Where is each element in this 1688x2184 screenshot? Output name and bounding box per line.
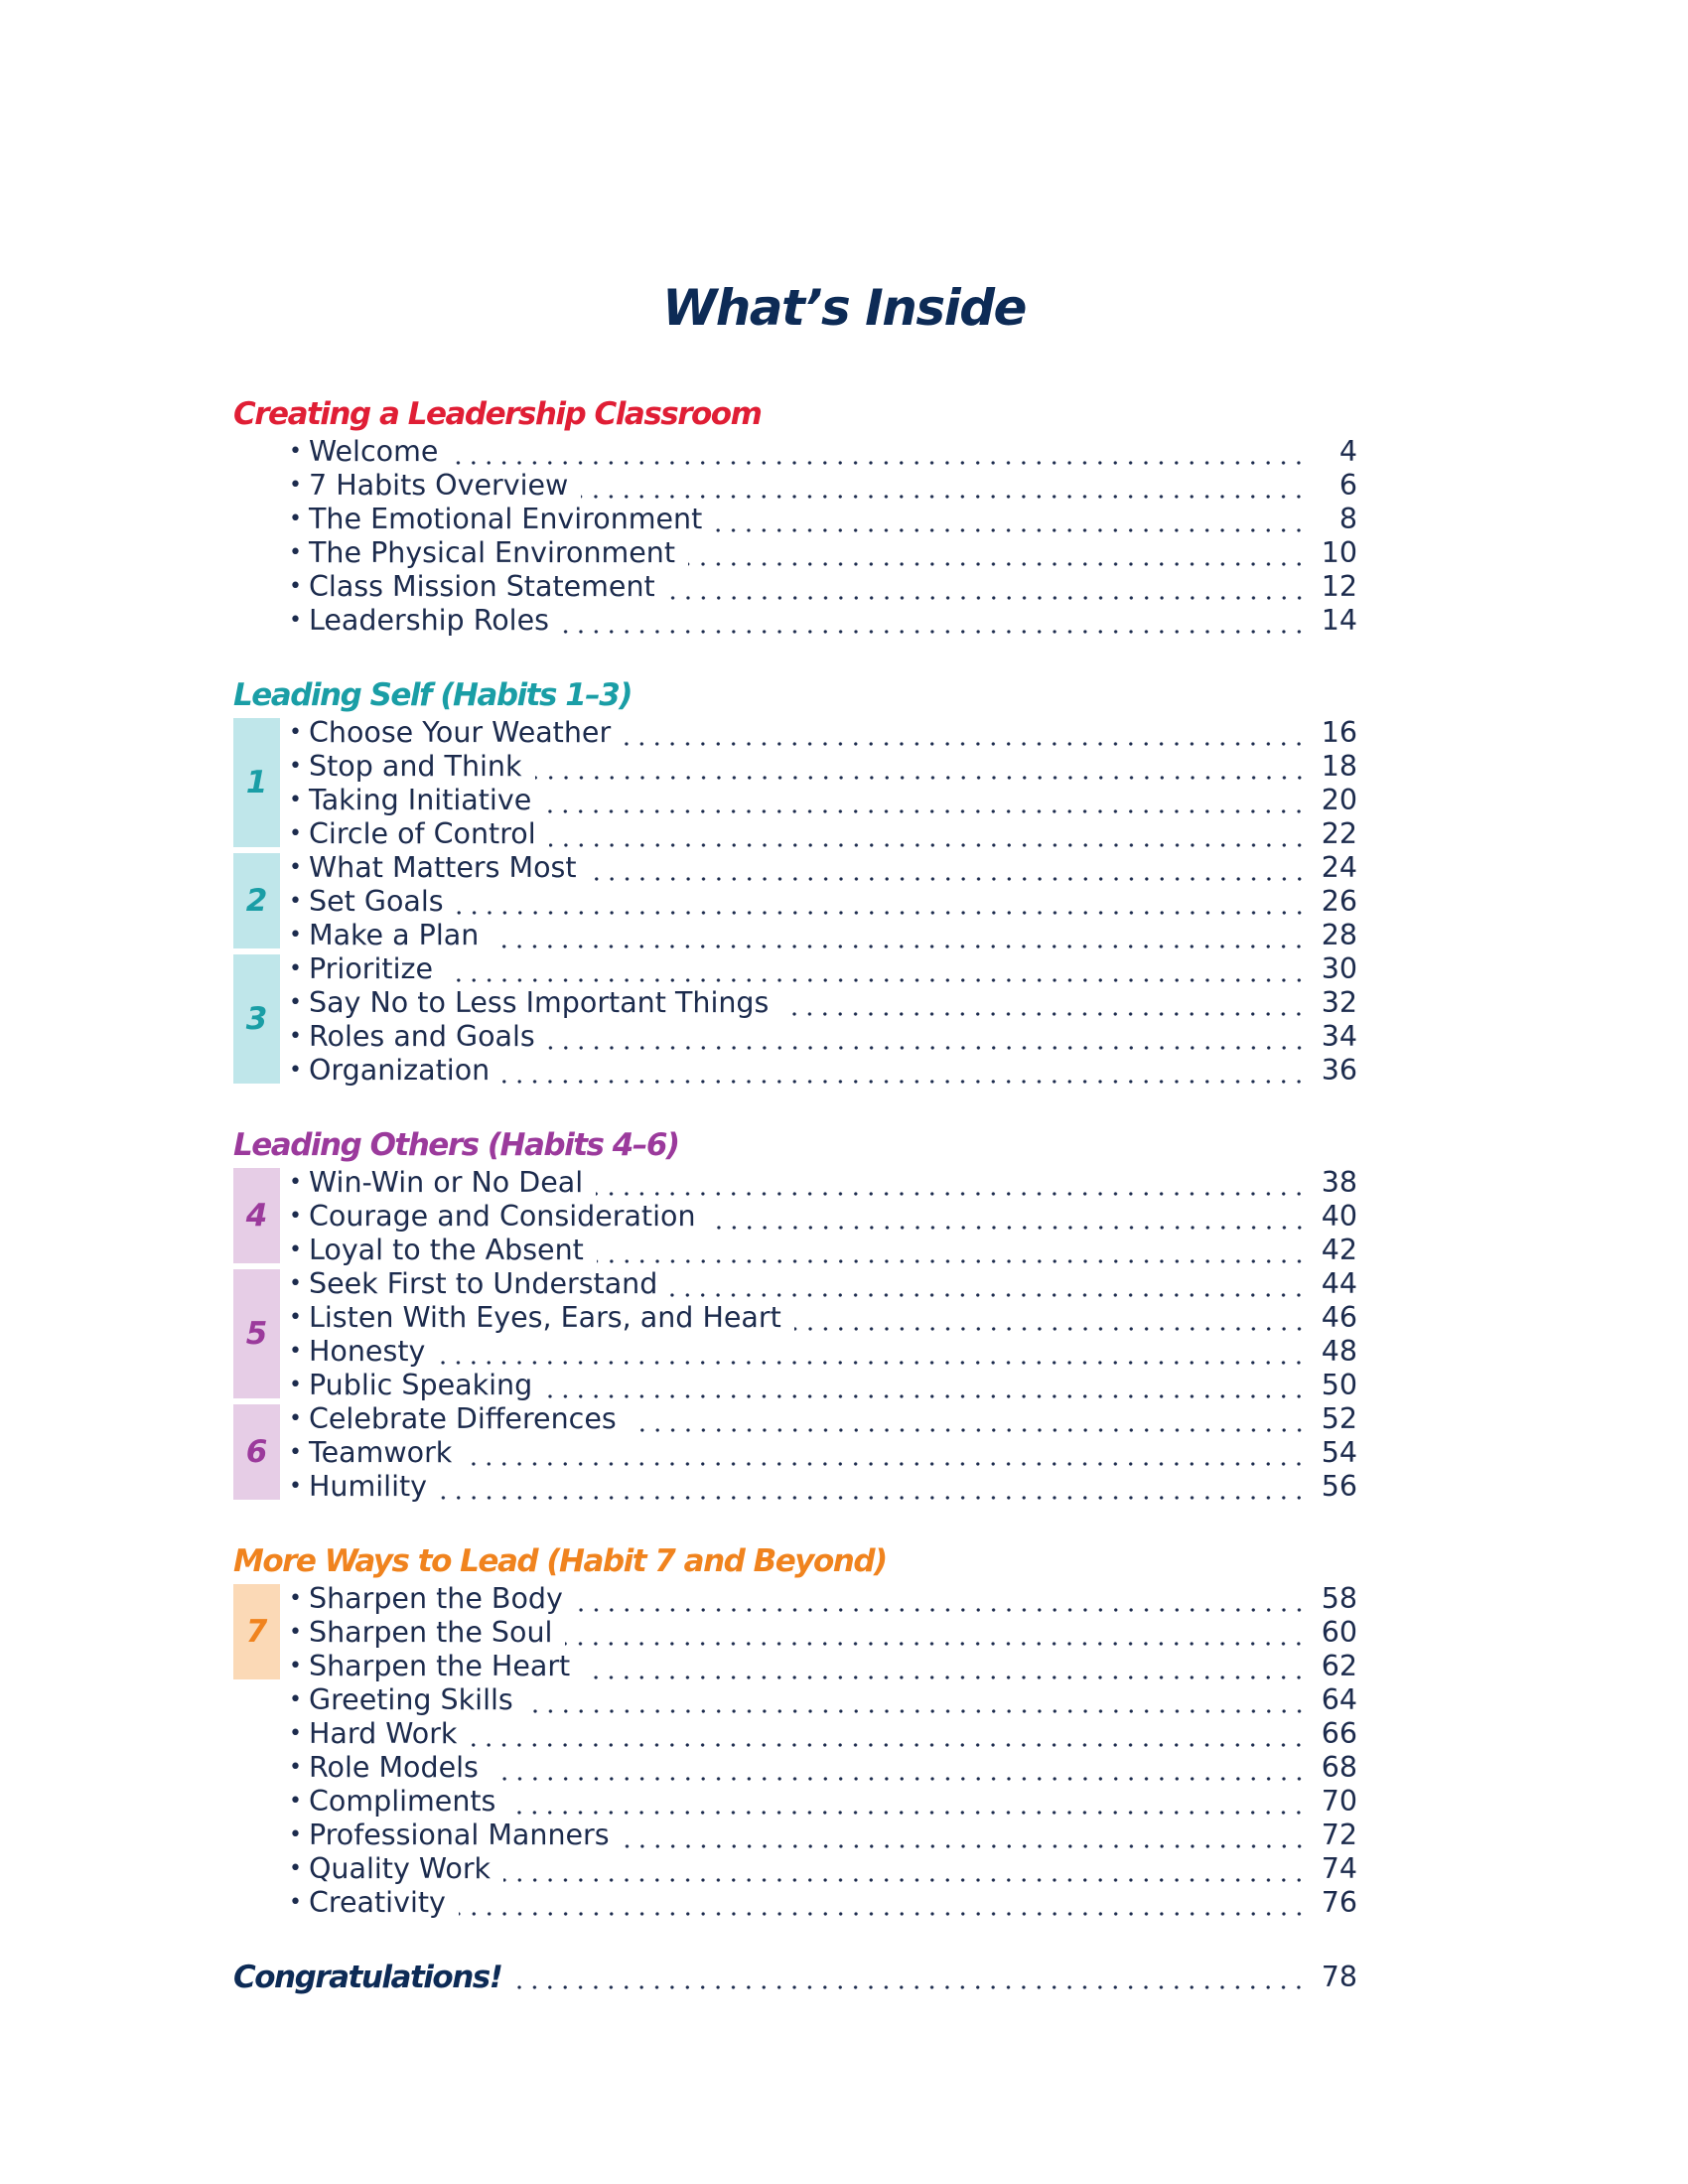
bullet-icon: • — [289, 720, 302, 745]
page-number: 76 — [1321, 1886, 1357, 1919]
bullet-icon: • — [289, 1406, 302, 1431]
page-number: 32 — [1321, 986, 1357, 1019]
toc-entry[interactable] — [233, 1436, 1357, 1470]
bullet-icon: • — [289, 1474, 302, 1499]
toc-entry[interactable] — [233, 1200, 1357, 1234]
section-heading: Leading Others (Habits 4–6) — [233, 1127, 679, 1163]
dot-leader — [508, 1785, 1307, 1819]
toc-entry[interactable] — [233, 1819, 1357, 1852]
toc-entry[interactable] — [233, 1054, 1357, 1088]
dot-leader — [446, 952, 1307, 986]
entry-label: Class Mission Statement — [309, 570, 655, 603]
toc-entry[interactable] — [233, 1166, 1357, 1200]
page-number: 14 — [1321, 604, 1357, 637]
bullet-icon: • — [289, 574, 302, 599]
toc-entry[interactable] — [233, 1751, 1357, 1785]
toc-entry[interactable] — [233, 1301, 1357, 1335]
page-number: 52 — [1321, 1402, 1357, 1435]
entry-label: What Matters Most — [309, 851, 577, 884]
bullet-icon: • — [289, 1586, 302, 1611]
toc-entry[interactable] — [233, 503, 1357, 536]
entry-label: Win-Win or No Deal — [309, 1166, 584, 1199]
section-entries — [233, 435, 1357, 638]
table-of-contents — [233, 393, 1357, 1998]
entry-label: Sharpen the Heart — [309, 1650, 571, 1682]
dot-leader — [503, 1852, 1307, 1886]
page-number: 46 — [1321, 1301, 1357, 1334]
dot-leader — [596, 1166, 1307, 1200]
dot-leader — [670, 1267, 1307, 1301]
toc-entry[interactable] — [233, 851, 1357, 885]
entry-label: Loyal to the Absent — [309, 1234, 584, 1266]
dot-leader — [526, 1683, 1307, 1717]
page-number: 72 — [1321, 1819, 1357, 1851]
entry-label: Honesty — [309, 1335, 426, 1368]
dot-leader — [440, 1470, 1307, 1504]
dot-leader — [688, 536, 1307, 570]
bullet-icon: • — [289, 1373, 302, 1397]
dot-leader — [457, 885, 1307, 919]
habit-number-badge: 1 — [233, 718, 280, 847]
entry-label: Public Speaking — [309, 1369, 533, 1401]
page-number: 34 — [1321, 1020, 1357, 1053]
bullet-icon: • — [289, 1204, 302, 1229]
entry-label: Seek First to Understand — [309, 1267, 658, 1300]
toc-entry[interactable] — [233, 1402, 1357, 1436]
habit-number-badge: 2 — [233, 853, 280, 948]
bullet-icon: • — [289, 1440, 302, 1465]
entry-label: Say No to Less Important Things — [309, 986, 770, 1019]
bullet-icon: • — [289, 821, 302, 846]
congratulations-title: Congratulations! — [233, 1960, 502, 1995]
toc-entry[interactable] — [233, 1470, 1357, 1504]
habit-number-badge: 5 — [233, 1269, 280, 1398]
page-number: 44 — [1321, 1267, 1357, 1300]
toc-entry[interactable] — [233, 952, 1357, 986]
bullet-icon: • — [289, 788, 302, 812]
dot-leader — [562, 604, 1307, 638]
toc-entry[interactable] — [233, 1616, 1357, 1650]
habit-number-badge: 6 — [233, 1404, 280, 1500]
toc-section — [233, 1540, 1357, 1920]
page-number: 20 — [1321, 784, 1357, 816]
page-number: 40 — [1321, 1200, 1357, 1233]
page-number: 56 — [1321, 1470, 1357, 1503]
toc-entry[interactable] — [233, 604, 1357, 638]
entry-label: Hard Work — [309, 1717, 458, 1750]
bullet-icon: • — [289, 1271, 302, 1296]
bullet-icon: • — [289, 1339, 302, 1364]
page-number: 10 — [1321, 536, 1357, 569]
entry-label: Organization — [309, 1054, 491, 1087]
dot-leader — [781, 986, 1307, 1020]
toc-entry[interactable] — [233, 1267, 1357, 1301]
page-number: 50 — [1321, 1369, 1357, 1401]
dot-leader — [565, 1616, 1307, 1650]
bullet-icon: • — [289, 1687, 302, 1712]
entry-label: Quality Work — [309, 1852, 492, 1885]
entry-label: Courage and Consideration — [309, 1200, 696, 1233]
bullet-icon: • — [289, 1305, 302, 1330]
bullet-icon: • — [289, 1024, 302, 1049]
entry-label: The Emotional Environment — [309, 503, 703, 535]
bullet-icon: • — [289, 990, 302, 1015]
toc-entry[interactable] — [233, 784, 1357, 817]
toc-entry[interactable] — [233, 1650, 1357, 1683]
dot-leader — [668, 570, 1307, 604]
toc-entry[interactable] — [233, 435, 1357, 469]
bullet-icon: • — [289, 608, 302, 633]
bullet-icon: • — [289, 1058, 302, 1083]
section-heading: More Ways to Lead (Habit 7 and Beyond) — [233, 1543, 887, 1579]
toc-entry[interactable] — [233, 817, 1357, 851]
bullet-icon: • — [289, 754, 302, 779]
entry-label: Welcome — [309, 435, 439, 468]
section-heading: Leading Self (Habits 1–3) — [233, 677, 633, 713]
entry-label: Roles and Goals — [309, 1020, 535, 1053]
section-entries — [233, 1166, 1357, 1504]
page-number: 42 — [1321, 1234, 1357, 1266]
page-number: 58 — [1321, 1582, 1357, 1615]
entry-label: Make a Plan — [309, 919, 480, 951]
habit-number-badge: 7 — [233, 1584, 280, 1679]
toc-entry[interactable] — [233, 1886, 1357, 1920]
page-number: 74 — [1321, 1852, 1357, 1885]
dot-leader — [581, 469, 1307, 503]
bullet-icon: • — [289, 439, 302, 464]
dot-leader — [544, 784, 1307, 817]
entry-label: Creativity — [309, 1886, 446, 1919]
bullet-icon: • — [289, 1789, 302, 1814]
dot-leader — [623, 1819, 1307, 1852]
toc-entry[interactable] — [233, 750, 1357, 784]
page-number: 54 — [1321, 1436, 1357, 1469]
page-number: 60 — [1321, 1616, 1357, 1649]
bullet-icon: • — [289, 1890, 302, 1915]
dot-leader — [459, 1886, 1307, 1920]
entry-label: Teamwork — [309, 1436, 453, 1469]
page-number: 64 — [1321, 1683, 1357, 1716]
page-number: 38 — [1321, 1166, 1357, 1199]
bullet-icon: • — [289, 855, 302, 880]
entry-label: Set Goals — [309, 885, 444, 918]
entry-label: Sharpen the Soul — [309, 1616, 553, 1649]
habit-number-badge: 3 — [233, 954, 280, 1084]
page-number: 78 — [1321, 1961, 1357, 1993]
dot-leader — [465, 1436, 1307, 1470]
page-number: 16 — [1321, 716, 1357, 749]
dot-leader — [715, 503, 1307, 536]
dot-leader — [548, 1020, 1307, 1054]
section-entries — [233, 716, 1357, 1088]
entry-label: Taking Initiative — [309, 784, 532, 816]
entry-label: Humility — [309, 1470, 428, 1503]
toc-entry[interactable] — [233, 919, 1357, 952]
entry-label: Sharpen the Body — [309, 1582, 563, 1615]
entry-label: The Physical Environment — [309, 536, 676, 569]
bullet-icon: • — [289, 923, 302, 947]
dot-leader — [502, 1054, 1307, 1088]
toc-entry[interactable] — [233, 1582, 1357, 1616]
bullet-icon: • — [289, 1238, 302, 1262]
entry-label: Leadership Roles — [309, 604, 549, 637]
dot-leader — [451, 435, 1307, 469]
page-title: What’s Inside — [662, 279, 1026, 337]
section-heading: Creating a Leadership Classroom — [233, 396, 762, 432]
toc-entry[interactable] — [233, 1717, 1357, 1751]
bullet-icon: • — [289, 473, 302, 498]
bullet-icon: • — [289, 1654, 302, 1678]
bullet-icon: • — [289, 889, 302, 914]
dot-leader — [549, 817, 1307, 851]
entry-label: Prioritize — [309, 952, 433, 985]
dot-leader — [492, 919, 1307, 952]
bullet-icon: • — [289, 1620, 302, 1645]
toc-entry[interactable] — [233, 469, 1357, 503]
page-number: 36 — [1321, 1054, 1357, 1087]
bullet-icon: • — [289, 956, 302, 981]
entry-label: 7 Habits Overview — [309, 469, 569, 502]
entry-label: Listen With Eyes, Ears, and Heart — [309, 1301, 781, 1334]
page-number: 4 — [1338, 435, 1357, 468]
dot-leader — [597, 1234, 1307, 1267]
toc-section — [233, 1124, 1357, 1504]
page-number: 62 — [1321, 1650, 1357, 1682]
dot-leader — [794, 1301, 1307, 1335]
entry-label: Choose Your Weather — [309, 716, 612, 749]
toc-entry[interactable] — [233, 1683, 1357, 1717]
toc-entry[interactable] — [233, 536, 1357, 570]
page-number: 30 — [1321, 952, 1357, 985]
toc-section — [233, 674, 1357, 1088]
entry-label: Circle of Control — [309, 817, 536, 850]
toc-entry[interactable] — [233, 1852, 1357, 1886]
dot-leader — [545, 1369, 1307, 1402]
dot-leader — [590, 851, 1307, 885]
dot-leader — [514, 1957, 1307, 1998]
dot-leader — [438, 1335, 1307, 1369]
entry-label: Celebrate Differences — [309, 1402, 617, 1435]
dot-leader — [709, 1200, 1307, 1234]
page-number: 68 — [1321, 1751, 1357, 1784]
dot-leader — [470, 1717, 1307, 1751]
bullet-icon: • — [289, 507, 302, 531]
toc-entry[interactable] — [233, 716, 1357, 750]
page-number: 24 — [1321, 851, 1357, 884]
toc-entry[interactable] — [233, 1020, 1357, 1054]
entry-label: Professional Manners — [309, 1819, 610, 1851]
page-number: 66 — [1321, 1717, 1357, 1750]
toc-entry[interactable] — [233, 1335, 1357, 1369]
page-number: 70 — [1321, 1785, 1357, 1818]
entry-label: Stop and Think — [309, 750, 522, 783]
bullet-icon: • — [289, 1755, 302, 1780]
section-entries — [233, 1582, 1357, 1920]
page-number: 28 — [1321, 919, 1357, 951]
toc-entry[interactable] — [233, 1234, 1357, 1267]
page-number: 22 — [1321, 817, 1357, 850]
toc-entry[interactable] — [233, 1369, 1357, 1402]
dot-leader — [583, 1650, 1307, 1683]
toc-section — [233, 393, 1357, 638]
toc-entry[interactable] — [233, 986, 1357, 1020]
page-number: 48 — [1321, 1335, 1357, 1368]
page-number: 18 — [1321, 750, 1357, 783]
dot-leader — [535, 750, 1308, 784]
entry-label: Role Models — [309, 1751, 479, 1784]
bullet-icon: • — [289, 1721, 302, 1746]
toc-entry[interactable] — [233, 570, 1357, 604]
dot-leader — [624, 716, 1307, 750]
congratulations-entry[interactable] — [233, 1957, 1357, 1998]
entry-label: Greeting Skills — [309, 1683, 513, 1716]
dot-leader — [576, 1582, 1307, 1616]
page-number: 6 — [1338, 469, 1357, 502]
habit-number-badge: 4 — [233, 1168, 280, 1263]
entry-label: Compliments — [309, 1785, 496, 1818]
page-number: 8 — [1338, 503, 1357, 535]
page-number: 26 — [1321, 885, 1357, 918]
dot-leader — [630, 1402, 1307, 1436]
bullet-icon: • — [289, 540, 302, 565]
toc-entry[interactable] — [233, 1785, 1357, 1819]
toc-entry[interactable] — [233, 885, 1357, 919]
bullet-icon: • — [289, 1170, 302, 1195]
dot-leader — [492, 1751, 1307, 1785]
page-number: 12 — [1321, 570, 1357, 603]
bullet-icon: • — [289, 1822, 302, 1847]
bullet-icon: • — [289, 1856, 302, 1881]
